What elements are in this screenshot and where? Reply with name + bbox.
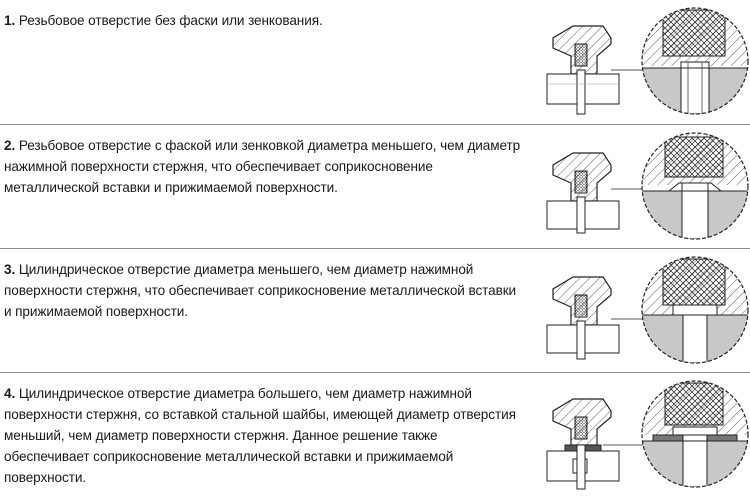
item-2-text xyxy=(4,135,524,198)
item-4-number: 4. xyxy=(4,386,16,401)
item-4-text xyxy=(4,383,524,488)
item-2-description: Резьбовое отверстие с фаской или зенковкой диаметра меньшего, чем диаметр нажимной поверхности стержня, что обеспечивает соприкосновение металлической вставки и прижимаемой поверхности. xyxy=(4,138,521,195)
item-2 xyxy=(0,125,750,249)
item-3-text xyxy=(4,259,524,322)
item-3 xyxy=(0,249,750,373)
item-3-number: 3. xyxy=(4,262,16,277)
item-1-number: 1. xyxy=(4,13,16,28)
item-4-figure xyxy=(545,377,750,495)
item-2-small-view xyxy=(547,153,643,233)
item-2-figure xyxy=(545,129,750,247)
item-1-figure xyxy=(545,4,750,122)
item-2-number: 2. xyxy=(4,138,16,153)
item-4 xyxy=(0,373,750,499)
item-3-small-view xyxy=(547,277,643,359)
item-1-description: Резьбовое отверстие без фаски или зенкования. xyxy=(18,13,323,28)
item-3-figure xyxy=(545,253,750,371)
item-4-description: Цилиндрическое отверстие диаметра большего, чем диаметр нажимной поверхности стержня, со вставкой стальной шайбы, имеющей диаметр отверстия меньший, чем диаметр поверхности стержня. Данное решение также обеспечивает соприкосновение металлической вставки и прижимаемой поверхности. xyxy=(4,386,516,485)
item-1-text xyxy=(4,10,524,31)
item-4-small-view xyxy=(547,399,643,489)
item-1-small-view xyxy=(547,26,643,114)
item-1 xyxy=(0,0,750,125)
item-3-description: Цилиндрическое отверстие диаметра меньшего, чем диаметр нажимной поверхности стержня, что обеспечивает соприкосновение металлической вставки и прижимаемой поверхности. xyxy=(4,262,517,319)
